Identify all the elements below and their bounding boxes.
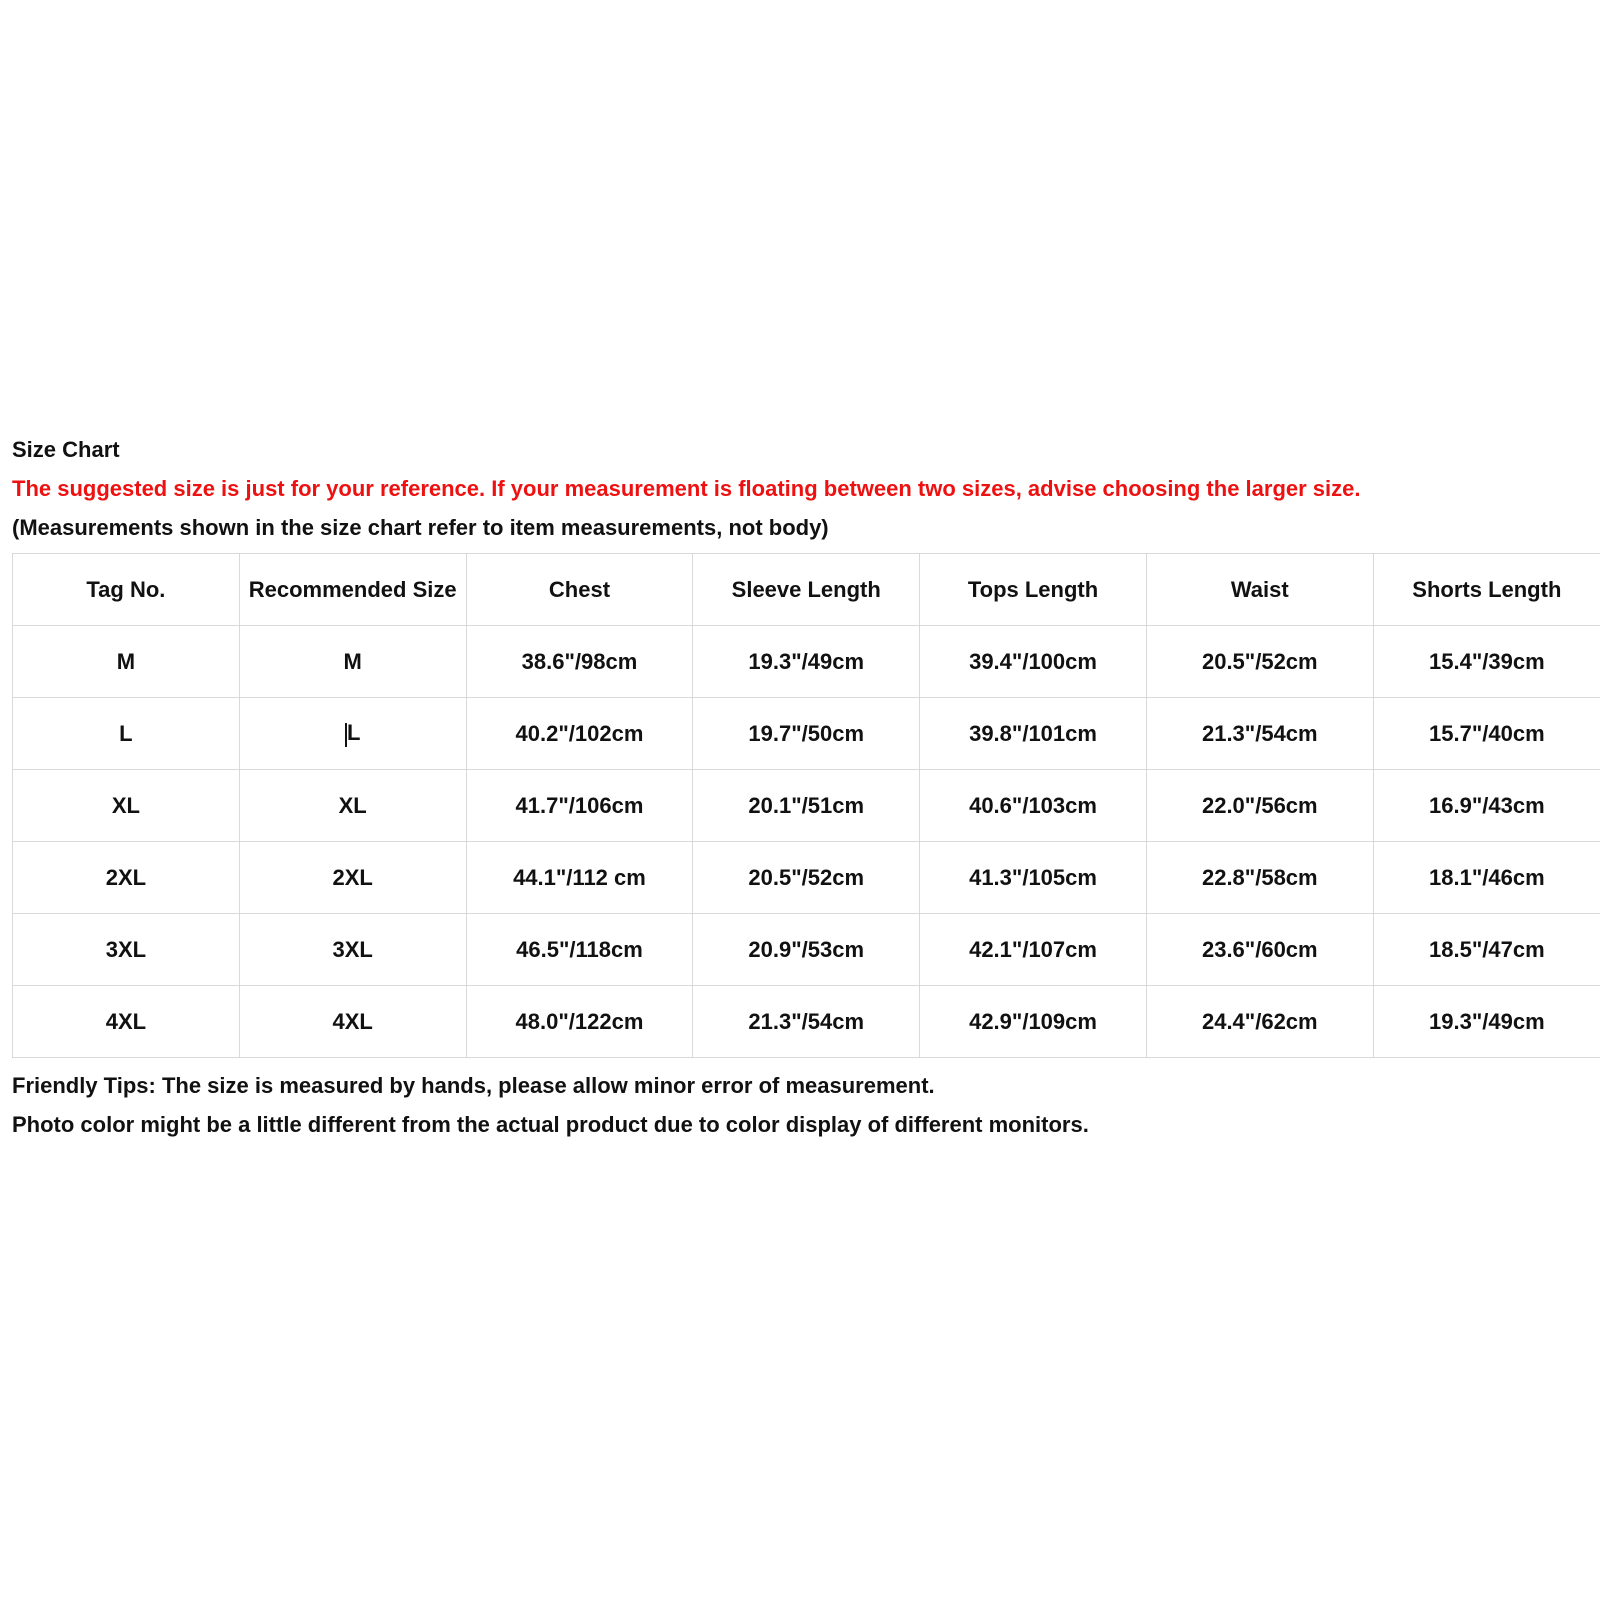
size-table [12,553,1600,1058]
cell-waist: 21.3"/54cm [1146,698,1373,770]
cell-sleeve-length: 21.3"/54cm [693,986,920,1058]
table-row [13,770,1600,842]
header-shorts-length: Shorts Length [1373,554,1600,626]
cell-shorts-length: 19.3"/49cm [1373,986,1600,1058]
cell-tops-length: 42.9"/109cm [920,986,1147,1058]
cell-tops-length: 39.4"/100cm [920,626,1147,698]
size-chart-title: Size Chart [12,437,120,462]
cell-sleeve-length: 20.1"/51cm [693,770,920,842]
cell-chest: 44.1"/112 cm [466,842,693,914]
header-chest: Chest [466,554,693,626]
table-row [13,626,1600,698]
cell-recommended-size [239,698,466,770]
header-recommended-size: Recommended Size [239,554,466,626]
cell-waist: 20.5"/52cm [1146,626,1373,698]
friendly-tip: Friendly Tips: The size is measured by hands, please allow minor error of measurement. [12,1073,935,1098]
table-header-row [13,554,1600,626]
cell-shorts-length: 16.9"/43cm [1373,770,1600,842]
cell-shorts-length: 18.1"/46cm [1373,842,1600,914]
cell-tag-no: 2XL [13,842,240,914]
header-waist: Waist [1146,554,1373,626]
cell-tag-no: L [13,698,240,770]
measurement-note: (Measurements shown in the size chart refer to item measurements, not body) [12,515,829,540]
cell-recommended-size: M [239,626,466,698]
cell-tops-length: 42.1"/107cm [920,914,1147,986]
cell-recommended-size: 4XL [239,986,466,1058]
cell-tag-no: XL [13,770,240,842]
cell-waist: 24.4"/62cm [1146,986,1373,1058]
size-advice-notice: The suggested size is just for your reference. If your measurement is floating between two sizes, advise choosing the larger size. [12,476,1361,501]
table-row [13,986,1600,1058]
cell-chest: 40.2"/102cm [466,698,693,770]
cell-shorts-length: 15.4"/39cm [1373,626,1600,698]
cell-chest: 48.0"/122cm [466,986,693,1058]
cell-shorts-length: 15.7"/40cm [1373,698,1600,770]
cell-sleeve-length: 19.3"/49cm [693,626,920,698]
size-chart-section [12,430,1600,1144]
cell-tag-no: 4XL [13,986,240,1058]
cell-chest: 41.7"/106cm [466,770,693,842]
cell-tops-length: 40.6"/103cm [920,770,1147,842]
table-row [13,914,1600,986]
cell-tag-no: M [13,626,240,698]
cell-chest: 46.5"/118cm [466,914,693,986]
cell-sleeve-length: 20.5"/52cm [693,842,920,914]
cell-recommended-size: 3XL [239,914,466,986]
header-tops-length: Tops Length [920,554,1147,626]
header-tag-no: Tag No. [13,554,240,626]
cell-recommended-size: 2XL [239,842,466,914]
cell-chest: 38.6"/98cm [466,626,693,698]
cell-waist: 22.0"/56cm [1146,770,1373,842]
color-disclaimer: Photo color might be a little different from the actual product due to color display of different monitors. [12,1112,1089,1137]
cell-waist: 22.8"/58cm [1146,842,1373,914]
table-row [13,698,1600,770]
cell-recommended-size: XL [239,770,466,842]
cell-tops-length: 39.8"/101cm [920,698,1147,770]
cell-shorts-length: 18.5"/47cm [1373,914,1600,986]
cell-waist: 23.6"/60cm [1146,914,1373,986]
cell-sleeve-length: 19.7"/50cm [693,698,920,770]
cell-sleeve-length: 20.9"/53cm [693,914,920,986]
header-sleeve-length: Sleeve Length [693,554,920,626]
cell-tops-length: 41.3"/105cm [920,842,1147,914]
cell-recommended-size-text: L [346,720,361,746]
cell-tag-no: 3XL [13,914,240,986]
table-row [13,842,1600,914]
